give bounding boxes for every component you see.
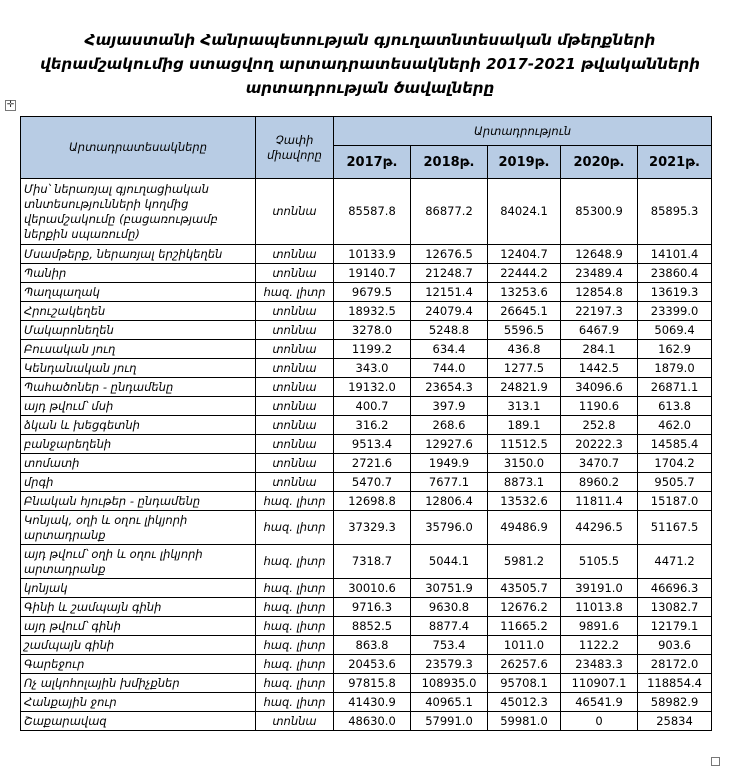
table-row	[21, 397, 712, 416]
table-row	[21, 321, 712, 340]
cell-value: 44296.5	[561, 511, 638, 545]
cell-value: 9630.8	[411, 598, 488, 617]
cell-value: 9505.7	[638, 473, 712, 492]
row-label: Միս՝ ներառյալ գյուղացիական տնտեսությունների կողմից վերամշակումը (բացառությամբ ներքին սպառումը)	[21, 179, 256, 245]
table-row	[21, 473, 712, 492]
cell-value: 1949.9	[411, 454, 488, 473]
cell-value: 12676.2	[488, 598, 561, 617]
row-label: այդ թվում՝ մսի	[21, 397, 256, 416]
header-product: Արտադրատեսակները	[21, 117, 256, 179]
cell-value: 12179.1	[638, 617, 712, 636]
row-label: Պանիր	[21, 264, 256, 283]
cell-value: 10133.9	[334, 245, 411, 264]
cell-value: 40965.1	[411, 693, 488, 712]
cell-value: 9679.5	[334, 283, 411, 302]
header-year-2020: 2020թ.	[561, 146, 638, 179]
cell-value: 11013.8	[561, 598, 638, 617]
table-move-handle-icon[interactable]: ✛	[6, 100, 15, 110]
row-label: ձկան և խեցգետնի	[21, 416, 256, 435]
cell-value: 753.4	[411, 636, 488, 655]
cell-value: 12698.8	[334, 492, 411, 511]
cell-value: 14585.4	[638, 435, 712, 454]
cell-value: 9891.6	[561, 617, 638, 636]
table-row	[21, 636, 712, 655]
cell-value: 268.6	[411, 416, 488, 435]
cell-value: 5069.4	[638, 321, 712, 340]
title-line-1: Հայաստանի Հանրապետության գյուղատնտեսական մթերքների	[84, 31, 656, 49]
cell-value: 8852.5	[334, 617, 411, 636]
header-year-2019: 2019թ.	[488, 146, 561, 179]
cell-value: 22444.2	[488, 264, 561, 283]
cell-value: 26645.1	[488, 302, 561, 321]
cell-value: 13253.6	[488, 283, 561, 302]
table-row	[21, 655, 712, 674]
cell-value: 12648.9	[561, 245, 638, 264]
table-row	[21, 454, 712, 473]
cell-value: 49486.9	[488, 511, 561, 545]
cell-value: 11665.2	[488, 617, 561, 636]
cell-value: 11811.4	[561, 492, 638, 511]
cell-value: 34096.6	[561, 378, 638, 397]
row-unit: հազ. լիտր	[256, 693, 334, 712]
header-year-2018: 2018թ.	[411, 146, 488, 179]
cell-value: 343.0	[334, 359, 411, 378]
row-unit: հազ. լիտր	[256, 674, 334, 693]
row-label: Կենդանական յուղ	[21, 359, 256, 378]
header-year-2017: 2017թ.	[334, 146, 411, 179]
row-label: Հանքային ջուր	[21, 693, 256, 712]
row-unit: տոննա	[256, 359, 334, 378]
cell-value: 1190.6	[561, 397, 638, 416]
production-table	[20, 116, 712, 731]
cell-value: 84024.1	[488, 179, 561, 245]
table-row	[21, 435, 712, 454]
table-row	[21, 302, 712, 321]
header-production: Արտադրություն	[334, 117, 712, 146]
row-unit: տոննա	[256, 179, 334, 245]
row-unit: տոննա	[256, 397, 334, 416]
cell-value: 23399.0	[638, 302, 712, 321]
cell-value: 21248.7	[411, 264, 488, 283]
title-line-3: արտադրության ծավալները	[245, 79, 495, 97]
cell-value: 23489.4	[561, 264, 638, 283]
cell-value: 37329.3	[334, 511, 411, 545]
table-row	[21, 245, 712, 264]
cell-value: 57991.0	[411, 712, 488, 731]
cell-value: 85300.9	[561, 179, 638, 245]
cell-value: 8960.2	[561, 473, 638, 492]
cell-value: 22197.3	[561, 302, 638, 321]
cell-value: 26871.1	[638, 378, 712, 397]
cell-value: 462.0	[638, 416, 712, 435]
cell-value: 284.1	[561, 340, 638, 359]
cell-value: 9716.3	[334, 598, 411, 617]
row-unit: տոննա	[256, 302, 334, 321]
cell-value: 8873.1	[488, 473, 561, 492]
cell-value: 9513.4	[334, 435, 411, 454]
cell-value: 3278.0	[334, 321, 411, 340]
cell-value: 13082.7	[638, 598, 712, 617]
cell-value: 108935.0	[411, 674, 488, 693]
cell-value: 28172.0	[638, 655, 712, 674]
cell-value: 23654.3	[411, 378, 488, 397]
row-label: Հրուշակեղեն	[21, 302, 256, 321]
row-label: Ոչ ալկոհոլային խմիչքներ	[21, 674, 256, 693]
row-unit: տոննա	[256, 712, 334, 731]
cell-value: 397.9	[411, 397, 488, 416]
row-unit: տոննա	[256, 264, 334, 283]
table-row	[21, 416, 712, 435]
table-row	[21, 693, 712, 712]
cell-value: 3470.7	[561, 454, 638, 473]
cell-value: 5596.5	[488, 321, 561, 340]
cell-value: 30010.6	[334, 579, 411, 598]
cell-value: 7677.1	[411, 473, 488, 492]
cell-value: 5470.7	[334, 473, 411, 492]
cell-value: 744.0	[411, 359, 488, 378]
row-unit: տոննա	[256, 454, 334, 473]
row-unit: հազ. լիտր	[256, 492, 334, 511]
row-unit: հազ. լիտր	[256, 598, 334, 617]
cell-value: 5105.5	[561, 545, 638, 579]
cell-value: 12151.4	[411, 283, 488, 302]
cell-value: 189.1	[488, 416, 561, 435]
cell-value: 13532.6	[488, 492, 561, 511]
cell-value: 97815.8	[334, 674, 411, 693]
cell-value: 26257.6	[488, 655, 561, 674]
row-label: Շաքարավազ	[21, 712, 256, 731]
row-label: այդ թվում՝ օղի և օղու լիկյորի արտադրանք	[21, 545, 256, 579]
cell-value: 85895.3	[638, 179, 712, 245]
cell-value: 863.8	[334, 636, 411, 655]
cell-value: 1122.2	[561, 636, 638, 655]
cell-value: 313.1	[488, 397, 561, 416]
row-label: բանջարեղենի	[21, 435, 256, 454]
cell-value: 95708.1	[488, 674, 561, 693]
cell-value: 436.8	[488, 340, 561, 359]
table-row	[21, 617, 712, 636]
row-unit: հազ. լիտր	[256, 655, 334, 674]
table-row	[21, 264, 712, 283]
row-unit: հազ. լիտր	[256, 579, 334, 598]
cell-value: 1704.2	[638, 454, 712, 473]
row-label: Կոնյակ, օղի և օղու լիկյորի արտադրանք	[21, 511, 256, 545]
cell-value: 12404.7	[488, 245, 561, 264]
row-unit: հազ. լիտր	[256, 511, 334, 545]
row-label: Բուսական յուղ	[21, 340, 256, 359]
cell-value: 58982.9	[638, 693, 712, 712]
cell-value: 162.9	[638, 340, 712, 359]
table-row	[21, 545, 712, 579]
cell-value: 23483.3	[561, 655, 638, 674]
cell-value: 1277.5	[488, 359, 561, 378]
cell-value: 59981.0	[488, 712, 561, 731]
cell-value: 51167.5	[638, 511, 712, 545]
cell-value: 5981.2	[488, 545, 561, 579]
cell-value: 14101.4	[638, 245, 712, 264]
table-row	[21, 674, 712, 693]
cell-value: 19140.7	[334, 264, 411, 283]
row-unit: տոննա	[256, 378, 334, 397]
cell-value: 5248.8	[411, 321, 488, 340]
table-row	[21, 712, 712, 731]
row-unit: տոննա	[256, 435, 334, 454]
row-label: շամպայն գինի	[21, 636, 256, 655]
cell-value: 19132.0	[334, 378, 411, 397]
row-unit: տոննա	[256, 416, 334, 435]
cell-value: 24821.9	[488, 378, 561, 397]
row-label: Բնական հյութեր - ընդամենը	[21, 492, 256, 511]
cell-value: 1442.5	[561, 359, 638, 378]
cell-value: 2721.6	[334, 454, 411, 473]
cell-value: 46541.9	[561, 693, 638, 712]
row-label: Պաղպաղակ	[21, 283, 256, 302]
cell-value: 613.8	[638, 397, 712, 416]
cell-value: 12854.8	[561, 283, 638, 302]
table-row	[21, 492, 712, 511]
row-label: Մսամթերք, ներառյալ երշիկեղեն	[21, 245, 256, 264]
row-unit: տոննա	[256, 321, 334, 340]
header-unit: Չափի միավորը	[256, 117, 334, 179]
table-row	[21, 598, 712, 617]
header-year-2021: 2021թ.	[638, 146, 712, 179]
cell-value: 12676.5	[411, 245, 488, 264]
cell-value: 7318.7	[334, 545, 411, 579]
cell-value: 20222.3	[561, 435, 638, 454]
row-unit: հազ. լիտր	[256, 636, 334, 655]
cell-value: 118854.4	[638, 674, 712, 693]
row-label: կոնյակ	[21, 579, 256, 598]
cell-value: 15187.0	[638, 492, 712, 511]
cell-value: 6467.9	[561, 321, 638, 340]
row-unit: հազ. լիտր	[256, 617, 334, 636]
row-unit: հազ. լիտր	[256, 545, 334, 579]
document-title	[40, 28, 700, 100]
cell-value: 86877.2	[411, 179, 488, 245]
cell-value: 5044.1	[411, 545, 488, 579]
row-unit: հազ. լիտր	[256, 283, 334, 302]
table-row	[21, 340, 712, 359]
cell-value: 316.2	[334, 416, 411, 435]
table-body	[21, 179, 712, 731]
cell-value: 1199.2	[334, 340, 411, 359]
row-label: Գինի և շամպայն գինի	[21, 598, 256, 617]
cell-value: 12806.4	[411, 492, 488, 511]
row-unit: տոննա	[256, 473, 334, 492]
cell-value: 23579.3	[411, 655, 488, 674]
cell-value: 634.4	[411, 340, 488, 359]
row-unit: տոննա	[256, 340, 334, 359]
cell-value: 400.7	[334, 397, 411, 416]
table-row	[21, 283, 712, 302]
cell-value: 43505.7	[488, 579, 561, 598]
cell-value: 46696.3	[638, 579, 712, 598]
row-label: մրգի	[21, 473, 256, 492]
cell-value: 11512.5	[488, 435, 561, 454]
cell-value: 1011.0	[488, 636, 561, 655]
cell-value: 4471.2	[638, 545, 712, 579]
cell-value: 13619.3	[638, 283, 712, 302]
table-row	[21, 359, 712, 378]
table-resize-handle-icon[interactable]	[711, 757, 720, 766]
table-row	[21, 179, 712, 245]
cell-value: 25834	[638, 712, 712, 731]
cell-value: 45012.3	[488, 693, 561, 712]
cell-value: 0	[561, 712, 638, 731]
cell-value: 30751.9	[411, 579, 488, 598]
cell-value: 3150.0	[488, 454, 561, 473]
cell-value: 85587.8	[334, 179, 411, 245]
row-label: այդ թվում՝ գինի	[21, 617, 256, 636]
cell-value: 252.8	[561, 416, 638, 435]
cell-value: 48630.0	[334, 712, 411, 731]
cell-value: 18932.5	[334, 302, 411, 321]
title-line-2: վերամշակումից ստացվող արտադրատեսակների 2017-2021 թվականների	[40, 55, 700, 73]
cell-value: 24079.4	[411, 302, 488, 321]
cell-value: 12927.6	[411, 435, 488, 454]
cell-value: 903.6	[638, 636, 712, 655]
table-row	[21, 378, 712, 397]
row-label: տոմատի	[21, 454, 256, 473]
table-row	[21, 579, 712, 598]
row-label: Պահածոներ - ընդամենը	[21, 378, 256, 397]
cell-value: 35796.0	[411, 511, 488, 545]
cell-value: 41430.9	[334, 693, 411, 712]
row-label: Գարեջուր	[21, 655, 256, 674]
row-label: Մակարոնեղեն	[21, 321, 256, 340]
cell-value: 39191.0	[561, 579, 638, 598]
cell-value: 1879.0	[638, 359, 712, 378]
cell-value: 20453.6	[334, 655, 411, 674]
cell-value: 8877.4	[411, 617, 488, 636]
table-row	[21, 511, 712, 545]
row-unit: տոննա	[256, 245, 334, 264]
cell-value: 23860.4	[638, 264, 712, 283]
cell-value: 110907.1	[561, 674, 638, 693]
